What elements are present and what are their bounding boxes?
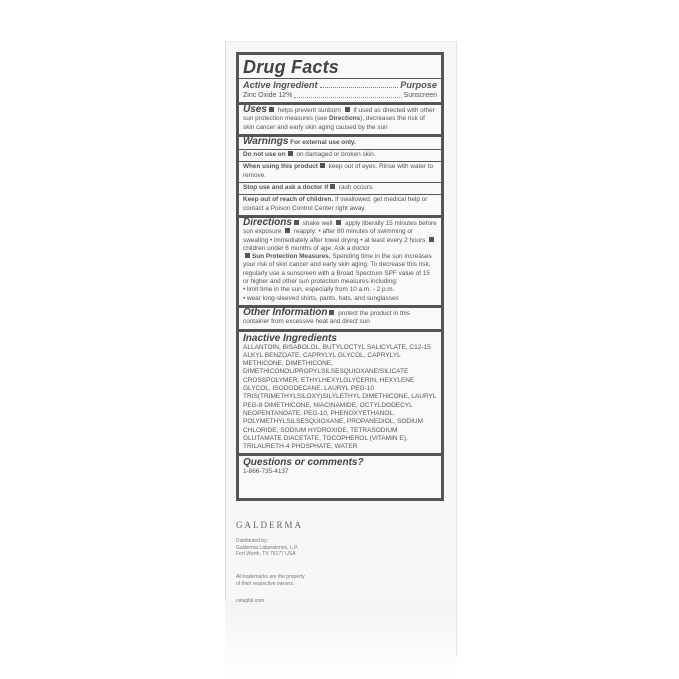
questions-heading: Questions or comments? xyxy=(243,457,364,469)
directions-section: Directions shake well apply liberally 15 minutes before sun exposure reapply: • after 80 minutes of swimming or sweating • immediately after towel drying • at least every 2 hours children under 6 months of age: Ask a doctor Sun Protection Measures. Spending time in the sun increases your risk of skin cancer and early skin aging. To decrease this risk, regularly use a sunscreen with a Broad Spectrum SPF value of 15 or higher and other sun protection measures including: • limit time in the sun, especially from 10 a.m. - 2 p.m. • wear long-sleeved shirts, pants, hats, and sunglasses xyxy=(239,218,441,308)
questions-section xyxy=(239,456,441,477)
bullet-square-icon xyxy=(320,163,325,168)
questions-phone: 1-866-735-4137 xyxy=(243,468,289,476)
uses-heading: Uses xyxy=(243,104,267,115)
directions-heading: Directions xyxy=(243,216,292,228)
do-not-use-label: Do not use on xyxy=(243,151,286,159)
active-ingredient-header: Active Ingredient xyxy=(243,80,318,90)
keep-out-label: Keep out of reach of children. xyxy=(243,196,334,204)
bullet-square-icon xyxy=(245,253,250,258)
galderma-logo: GALDERMA xyxy=(236,520,303,530)
warnings-section: Warnings For external use only. Do not use on on damaged or broken skin. When using this product keep out of eyes. Rinse with water to remove. Stop use and ask a doctor if rash occurs. Keep out of reach of children. If swallowed, get medical help or contact a Poison Control Center right away. xyxy=(239,137,441,218)
bullet-square-icon xyxy=(288,151,293,156)
stop-use-label: Stop use and ask a doctor if xyxy=(243,184,329,192)
other-information-heading: Other Information xyxy=(243,306,328,318)
bullet-square-icon xyxy=(429,237,434,242)
trademark-notice: All trademarks are the property of their respective owners. xyxy=(236,574,305,587)
bullet-square-icon xyxy=(330,184,335,189)
other-information-section: Other Information protect the product in this container from excessive heat and direct sun xyxy=(239,308,441,332)
drug-facts-title: Drug Facts xyxy=(239,55,441,79)
uses-section: Uses helps prevent sunburn if used as directed with other sun protection measures (see Directions), decreases the risk of skin cancer and early skin aging caused by the sun xyxy=(239,105,441,137)
active-ingredient-section xyxy=(239,79,441,105)
bullet-square-icon xyxy=(329,310,334,315)
inactive-ingredients-heading: Inactive Ingredients xyxy=(243,332,337,344)
bullet-square-icon xyxy=(269,107,274,112)
inactive-ingredients-section xyxy=(239,332,441,457)
warnings-heading: Warnings xyxy=(243,135,289,147)
distributor-info: Distributed by: Galderma Laboratories, L.P. Fort Worth, TX 76177 USA xyxy=(236,538,299,557)
when-using-label: When using this product xyxy=(243,163,318,171)
bullet-square-icon xyxy=(336,220,341,225)
website-text: cetaphil.com xyxy=(236,598,265,604)
purpose-header: Purpose xyxy=(400,80,437,90)
drug-facts-panel xyxy=(236,52,444,501)
box-reflection xyxy=(225,600,455,679)
inactive-ingredients-list: ALLANTOIN, BISABOLOL, BUTYLOCTYL SALICYLATE, C12-15 ALKYL BENZOATE, CAPRYLYL GLYCOL, CAPRYLYL METHICONE, DIMETHICONE, DIMETHICONOL/PROPYLSILSESQUIOXANE/SILICATE CROSSPOLYMER, ETHYLHEXYLGLYCERIN, HEXYLENE GLYCOL, ISODODECANE, LAURYL PEG-10 TRIS(TRIMETHYLSILOXY)SILYLETHYL DIMETHICONE, LAURYL PEG-8 DIMETHICONE, NIACINAMIDE, OCTYLDODECYL NEOPENTANOATE, PEG-10, PHENOXYETHANOL, POLYMETHYLSILSESQUIOXANE, PROPANEDIOL, SODIUM CHLORIDE, SODIUM HYDROXIDE, TETRASODIUM GLUTAMATE DIACETATE, TOCOPHEROL (VITAMIN E), TRILAURETH-4 PHOSPHATE, WATER xyxy=(243,343,437,451)
bullet-square-icon xyxy=(345,107,350,112)
bullet-square-icon xyxy=(294,220,299,225)
purpose-value: Sunscreen xyxy=(403,92,437,99)
active-ingredient-value: Zinc Oxide 12% xyxy=(243,92,293,99)
bullet-square-icon xyxy=(285,228,290,233)
